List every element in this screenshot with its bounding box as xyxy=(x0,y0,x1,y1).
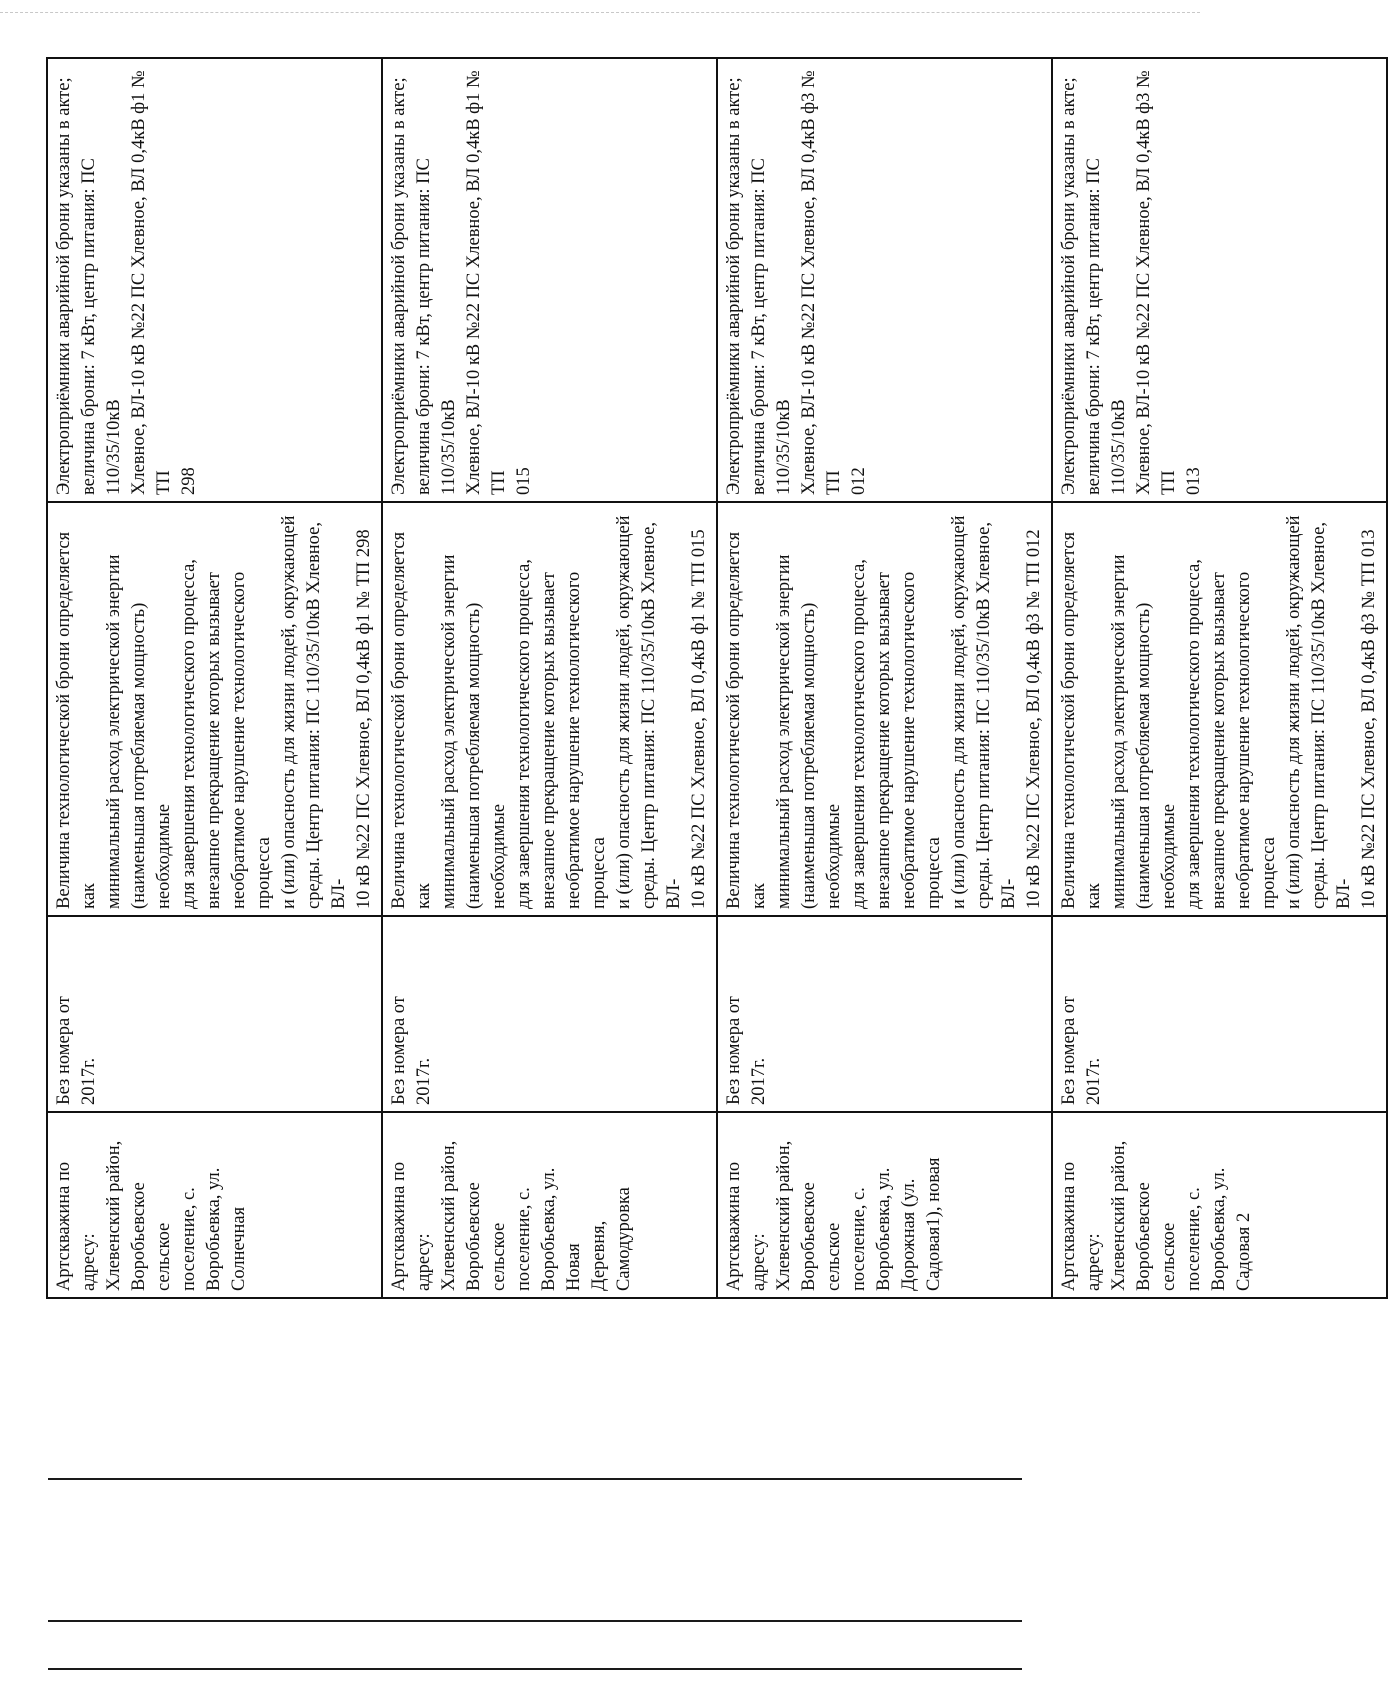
emergency-reserve-cell: Электроприёмники аварийной брони указаны в акте; величина брони: 7 кВт, центр питания: ПС 110/35/10кВ Хлевное, ВЛ-10 кВ №22 ПС Хлевное, ВЛ 0,4кВ ф1 № ТП 015 xyxy=(382,58,717,502)
reserve-table xyxy=(46,57,1388,1658)
empty-lead-cell xyxy=(47,1298,382,1658)
rotated-table-page xyxy=(46,58,1379,1658)
emergency-reserve-cell: Электроприёмники аварийной брони указаны в акте; величина брони: 7 кВт, центр питания: ПС 110/35/10кВ Хлевное, ВЛ-10 кВ №22 ПС Хлевное, ВЛ 0,4кВ ф3 № ТП 012 xyxy=(717,58,1052,502)
technological-reserve-cell: Величина технологической брони определяется как минимальный расход электрической энергии (наименьшая потребляемая мощность) необходимые для завершения технологического процесса, внезапное прекращение которых вызывает необратимое нарушение технологического процесса и (или) опасность для жизни людей, окружающей среды. Центр питания: ПС 110/35/10кВ Хлевное, ВЛ- 10 кВ №22 ПС Хлевное, ВЛ 0,4кВ ф3 № ТП 012 xyxy=(717,502,1052,916)
object-address-cell: Артскважина по адресу: Хлевенский район, Воробьевское сельское поселение, с. Воробьевка, ул. Садовая 2 xyxy=(1052,1112,1387,1298)
technological-reserve-cell: Величина технологической брони определяется как минимальный расход электрической энергии (наименьшая потребляемая мощность) необходимые для завершения технологического процесса, внезапное прекращение которых вызывает необратимое нарушение технологического процесса и (или) опасность для жизни людей, окружающей среды. Центр питания: ПС 110/35/10кВ Хлевное, ВЛ- 10 кВ №22 ПС Хлевное, ВЛ 0,4кВ ф1 № ТП 015 xyxy=(382,502,717,916)
emergency-reserve-cell: Электроприёмники аварийной брони указаны в акте; величина брони: 7 кВт, центр питания: ПС 110/35/10кВ Хлевное, ВЛ-10 кВ №22 ПС Хлевное, ВЛ 0,4кВ ф3 № ТП 013 xyxy=(1052,58,1387,502)
table-row xyxy=(47,58,382,1658)
empty-lead-cell xyxy=(382,1298,717,1658)
object-address-cell: Артскважина по адресу: Хлевенский район, Воробьевское сельское поселение, с. Воробьевка, ул. Новая Деревня, Самодуровка xyxy=(382,1112,717,1298)
table-row xyxy=(717,58,1052,1658)
object-address-cell: Артскважина по адресу: Хлевенский район, Воробьевское сельское поселение, с. Воробьевка, ул. Дорожная (ул. Садовая1), новая xyxy=(717,1112,1052,1298)
table-row xyxy=(1052,58,1387,1658)
emergency-reserve-cell: Электроприёмники аварийной брони указаны в акте; величина брони: 7 кВт, центр питания: ПС 110/35/10кВ Хлевное, ВЛ-10 кВ №22 ПС Хлевное, ВЛ 0,4кВ ф1 № ТП 298 xyxy=(47,58,382,502)
left-rule-3 xyxy=(48,1668,1022,1670)
object-address-cell: Артскважина по адресу: Хлевенский район, Воробьевское сельское поселение, с. Воробьевка, ул. Солнечная xyxy=(47,1112,382,1298)
technological-reserve-cell: Величина технологической брони определяется как минимальный расход электрической энергии (наименьшая потребляемая мощность) необходимые для завершения технологического процесса, внезапное прекращение которых вызывает необратимое нарушение технологического процесса и (или) опасность для жизни людей, окружающей среды. Центр питания: ПС 110/35/10кВ Хлевное, ВЛ- 10 кВ №22 ПС Хлевное, ВЛ 0,4кВ ф1 № ТП 298 xyxy=(47,502,382,916)
document-cell: Без номера от 2017г. xyxy=(382,916,717,1112)
empty-lead-cell xyxy=(717,1298,1052,1658)
document-cell: Без номера от 2017г. xyxy=(1052,916,1387,1112)
technological-reserve-cell: Величина технологической брони определяется как минимальный расход электрической энергии (наименьшая потребляемая мощность) необходимые для завершения технологического процесса, внезапное прекращение которых вызывает необратимое нарушение технологического процесса и (или) опасность для жизни людей, окружающей среды. Центр питания: ПС 110/35/10кВ Хлевное, ВЛ- 10 кВ №22 ПС Хлевное, ВЛ 0,4кВ ф3 № ТП 013 xyxy=(1052,502,1387,916)
document-cell: Без номера от 2017г. xyxy=(47,916,382,1112)
document-cell: Без номера от 2017г. xyxy=(717,916,1052,1112)
scan-edge-line xyxy=(0,12,1200,13)
empty-lead-cell xyxy=(1052,1298,1387,1658)
table-row xyxy=(382,58,717,1658)
